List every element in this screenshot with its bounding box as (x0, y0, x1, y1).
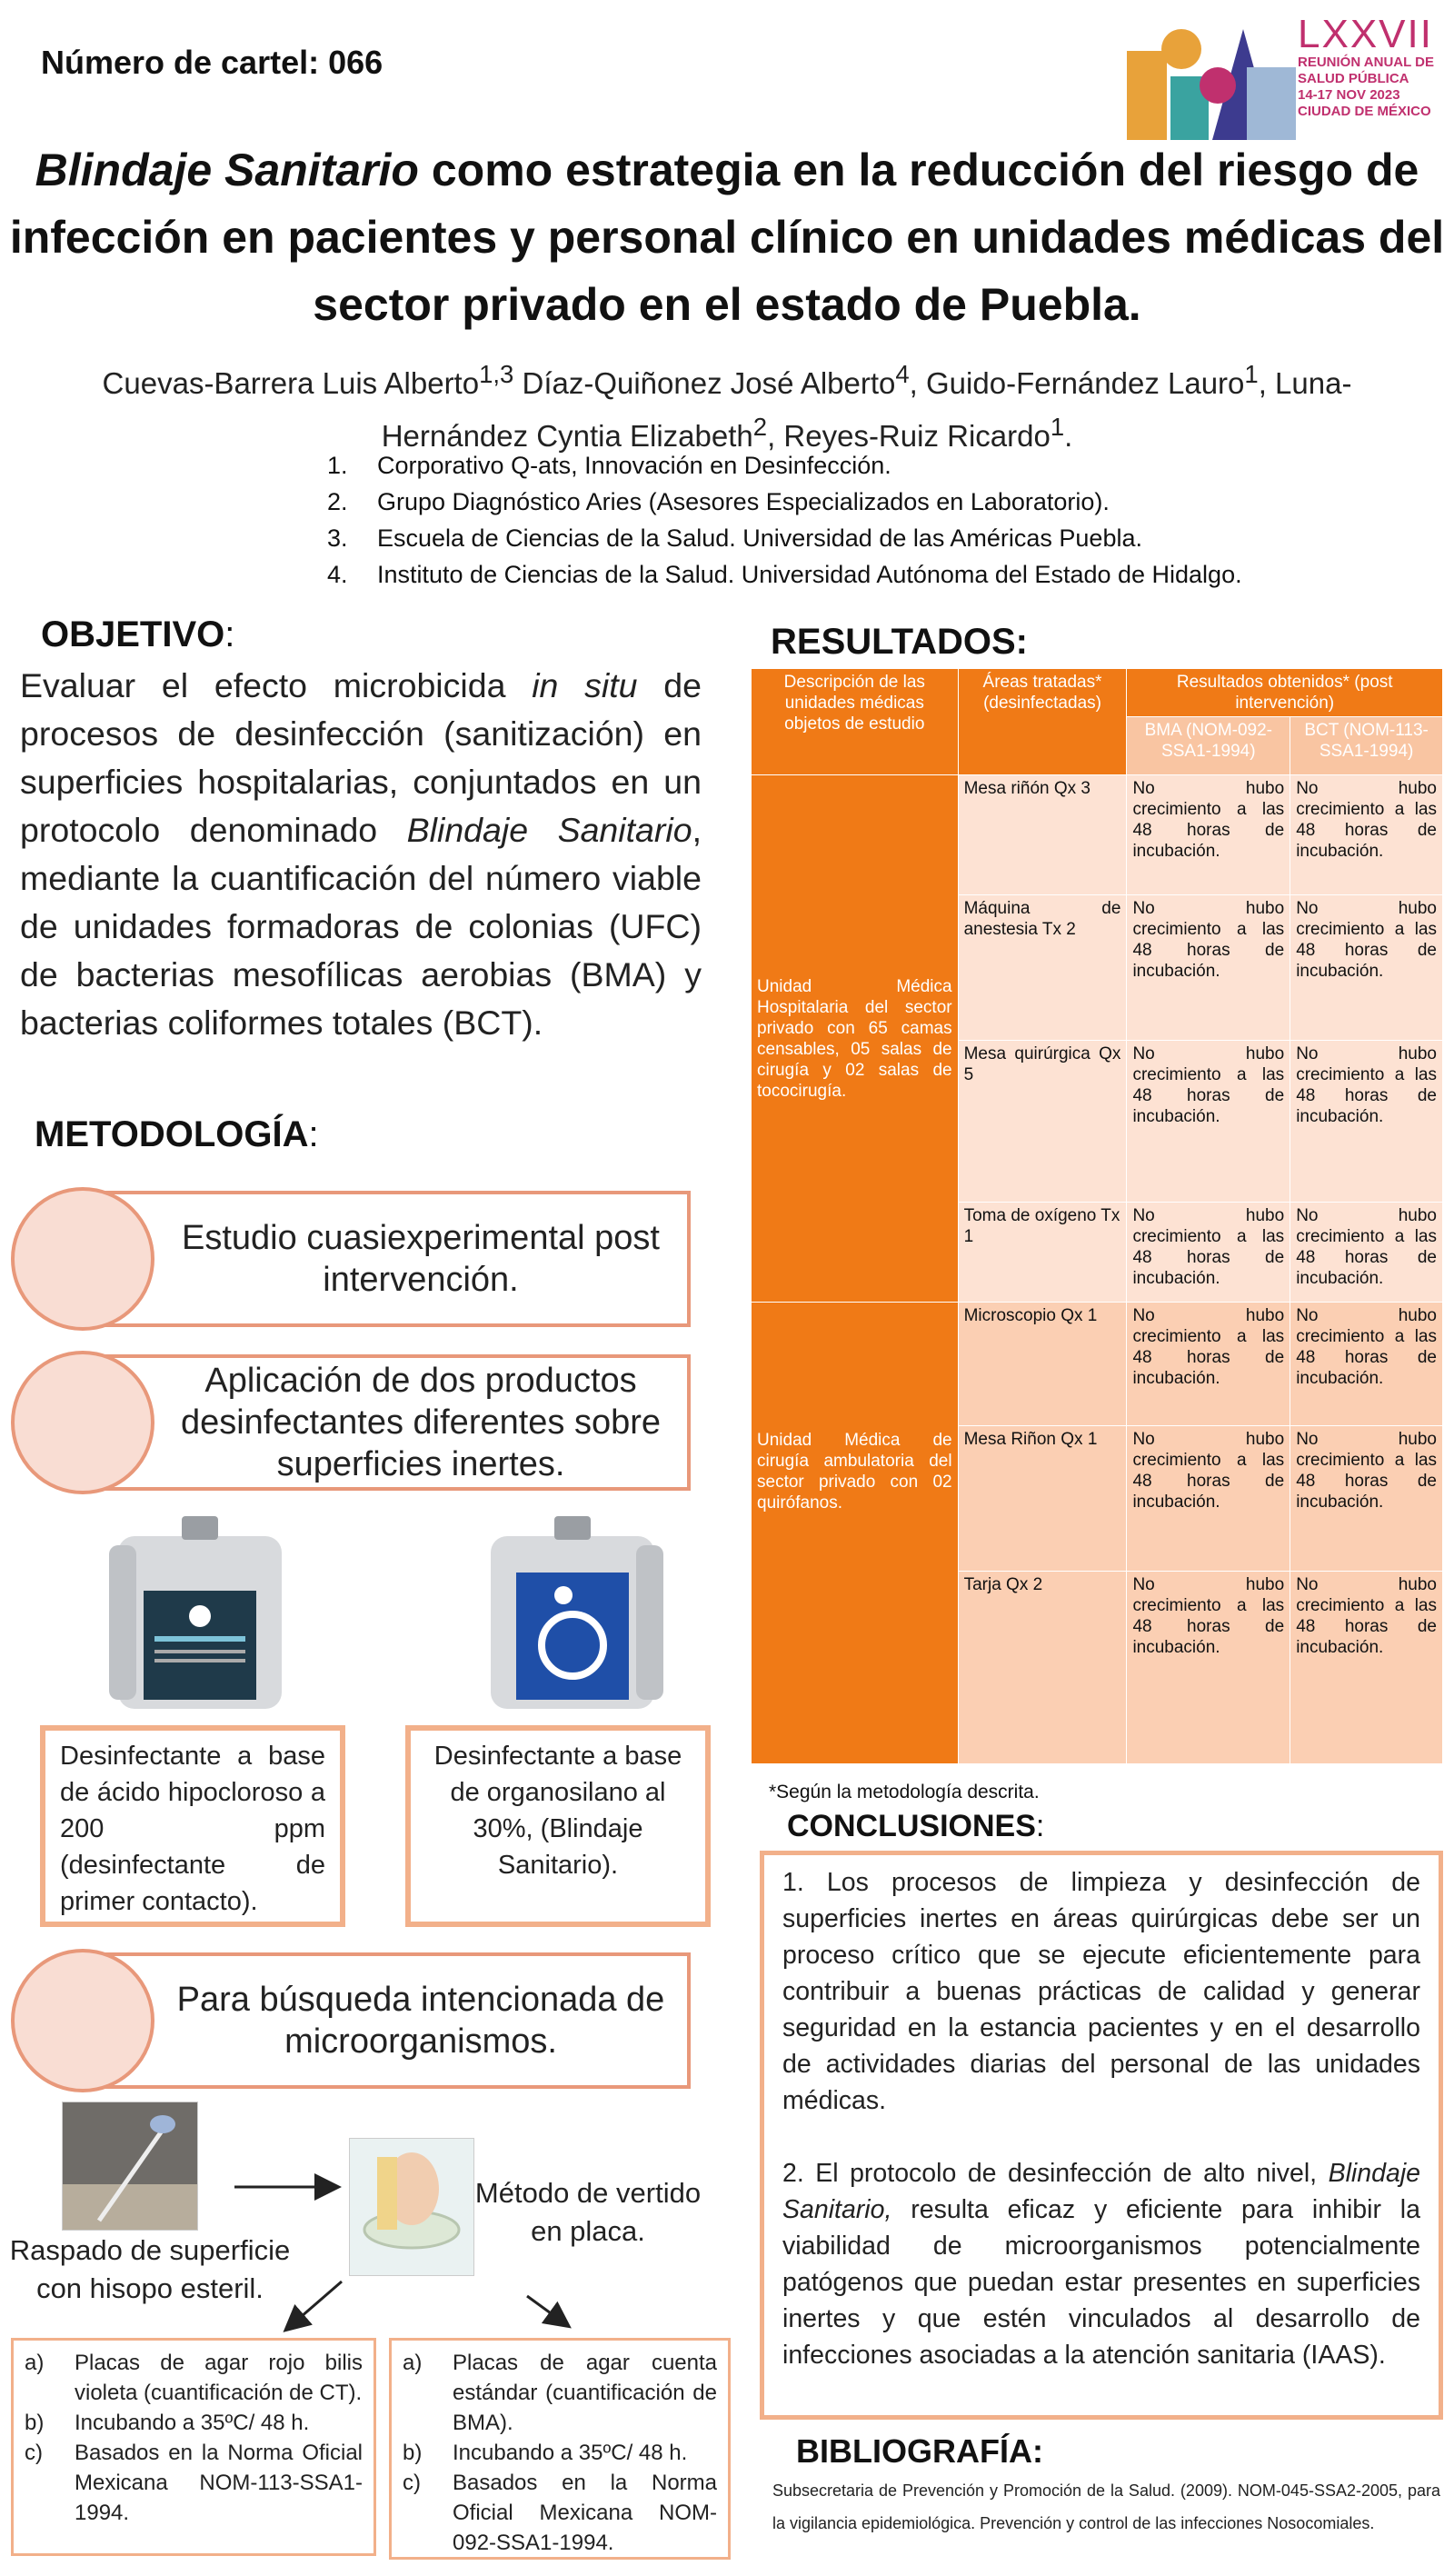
list-text: Placas de agar rojo bilis violeta (cuantificación de CT). (75, 2351, 363, 2405)
logo-line3: 14-17 NOV 2023 (1298, 87, 1400, 103)
resultados-heading: RESULTADOS: (771, 622, 1028, 662)
pour-label: Método de vertido en placa. (474, 2177, 702, 2247)
author-sup: 2 (752, 413, 768, 441)
list-item (25, 2438, 363, 2528)
area-cell: Tarja Qx 2 (958, 1572, 1127, 1764)
list-letter: c) (403, 2471, 421, 2495)
author: Cuevas-Barrera Luis Alberto (102, 366, 480, 400)
header-description: Descripción de las unidades médicas objetos de estudio (752, 669, 959, 775)
table-row (752, 775, 1443, 895)
header-results: Resultados obtenidos* (post intervención) (1127, 669, 1443, 717)
table-header-row (752, 669, 1443, 717)
author: Luna-Hernández Cyntia Elizabeth (381, 366, 1352, 453)
bibliografia-heading: BIBLIOGRAFÍA: (796, 2432, 1043, 2470)
objetivo-italic: Blindaje Sanitario (406, 811, 692, 849)
list-item (403, 2468, 717, 2558)
product-1-box: Desinfectante a base de ácido hipocloroso a 200 ppm (desinfectante de primer contacto). (40, 1725, 345, 1927)
objetivo-title: OBJETIVO (41, 614, 225, 654)
bct-cell: No hubo crecimiento a las 48 horas de incubación. (1290, 895, 1443, 1041)
area-cell: Mesa quirúrgica Qx 5 (958, 1041, 1127, 1203)
list-item (25, 2408, 363, 2438)
conclusiones-heading (787, 1809, 1044, 1844)
step-2-circle (11, 1351, 154, 1494)
area-cell: Mesa riñón Qx 3 (958, 775, 1127, 895)
list-letter: b) (25, 2411, 45, 2435)
unit-2-description: Unidad Médica de cirugía ambulatoria del sector privado con 02 quirófanos. (752, 1303, 959, 1764)
objetivo-part: de procesos de desinfección (sanitización) en superficies hospitalarias, conjuntados en un protocolo denominado (20, 666, 702, 849)
affiliation-number: 4. (327, 561, 348, 588)
bma-cell: No hubo crecimiento a las 48 horas de incubación. (1127, 1041, 1290, 1203)
step-3-circle (11, 1949, 154, 2092)
affiliation-text: Instituto de Ciencias de la Salud. Universidad Autónoma del Estado de Hidalgo. (377, 561, 1242, 588)
affiliation (327, 520, 1418, 556)
list-text: Incubando a 35ºC/ 48 h. (453, 2441, 688, 2465)
bct-cell: No hubo crecimiento a las 48 horas de incubación. (1290, 1572, 1443, 1764)
title-rest: como estrategia en la reducción del riesgo de infección en pacientes y personal clínico en unidades médicas del sector privado en el estado de Puebla. (9, 145, 1445, 330)
authors (36, 353, 1418, 458)
area-cell: Microscopio Qx 1 (958, 1303, 1127, 1426)
list-item (403, 2438, 717, 2468)
conclusiones-title: CONCLUSIONES (787, 1809, 1036, 1843)
list-letter: a) (403, 2351, 423, 2375)
author-sup: 1 (1050, 413, 1065, 441)
bct-cell: No hubo crecimiento a las 48 horas de incubación. (1290, 1041, 1443, 1203)
table-row (752, 1303, 1443, 1426)
logo-line4: CIUDAD DE MÉXICO (1298, 104, 1431, 119)
area-cell: Mesa Riñon Qx 1 (958, 1426, 1127, 1572)
metodologia-colon: : (308, 1114, 319, 1154)
affiliation (327, 484, 1418, 520)
results-table (751, 668, 1443, 1764)
logo-roman: LXXVII (1298, 12, 1433, 56)
product-2-box: Desinfectante a base de organosilano al 30%, (Blindaje Sanitario). (405, 1725, 711, 1927)
objetivo-colon: : (224, 614, 235, 654)
list-item (403, 2348, 717, 2438)
bibliography-reference: Subsecretaria de Prevención y Promoción de la Salud. (2009). NOM-045-SSA2-2005, para la vigilancia epidemiológica. Prevención y control de las infecciones Nosocomiales. (772, 2481, 1440, 2532)
affiliation-text: Corporativo Q-ats, Innovación en Desinfección. (377, 452, 891, 479)
conclusiones-box (760, 1851, 1443, 2420)
method-step-2-text: Aplicación de dos productos desinfectantes diferentes sobre superficies inertes. (180, 1362, 662, 1483)
author-sep: , (1258, 366, 1276, 400)
conclusion-2-italic: Blindaje Sanitario, (782, 2159, 1420, 2224)
objetivo-heading (41, 614, 234, 655)
procedure-list-left (11, 2338, 376, 2556)
logo-line1: REUNIÓN ANUAL DE (1298, 55, 1435, 70)
list-text: Incubando a 35ºC/ 48 h. (75, 2411, 310, 2435)
list-letter: b) (403, 2441, 423, 2465)
conclusiones-colon: : (1035, 1809, 1045, 1843)
method-step-3-text: Para búsqueda intencionada de microorganismos. (176, 1981, 665, 2061)
list-text: Placas de agar cuenta estándar (cuantificación de BMA). (453, 2351, 717, 2435)
author-sep: . (1064, 419, 1073, 453)
objetivo-part: Evaluar el efecto microbicida (20, 666, 533, 704)
affiliations-list (327, 447, 1418, 593)
logo-line2: SALUD PÚBLICA (1298, 71, 1409, 86)
objetivo-part: , mediante la cuantificación del número viable de unidades formadoras de colonias (UFC) de bacterias mesofílicas aerobias (BMA) y bacterias coliformes totales (BCT). (20, 811, 702, 1042)
bma-cell: No hubo crecimiento a las 48 horas de incubación. (1127, 1572, 1290, 1764)
method-step-1-text: Estudio cuasiexperimental post intervención. (182, 1219, 660, 1299)
affiliation-number: 1. (327, 452, 348, 479)
step-1-circle (11, 1187, 154, 1331)
bma-cell: No hubo crecimiento a las 48 horas de incubación. (1127, 895, 1290, 1041)
bct-cell: No hubo crecimiento a las 48 horas de incubación. (1290, 775, 1443, 895)
bma-cell: No hubo crecimiento a las 48 horas de incubación. (1127, 1303, 1290, 1426)
bct-cell: No hubo crecimiento a las 48 horas de incubación. (1290, 1303, 1443, 1426)
metodologia-heading (35, 1114, 319, 1155)
bct-cell: No hubo crecimiento a las 48 horas de incubación. (1290, 1203, 1443, 1303)
list-text: Basados en la Norma Oficial Mexicana NOM-113-SSA1-1994. (75, 2441, 363, 2525)
area-cell: Toma de oxígeno Tx 1 (958, 1203, 1127, 1303)
affiliation-text: Escuela de Ciencias de la Salud. Universidad de las Américas Puebla. (377, 524, 1142, 552)
bma-cell: No hubo crecimiento a las 48 horas de incubación. (1127, 1426, 1290, 1572)
metodologia-title: METODOLOGÍA (35, 1114, 309, 1154)
affiliation-text: Grupo Diagnóstico Aries (Asesores Especializados en Laboratorio). (377, 488, 1110, 515)
author-sup: 1,3 (479, 360, 514, 388)
affiliation (327, 556, 1418, 593)
author: Reyes-Ruiz Ricardo (783, 419, 1051, 453)
poster-title (9, 136, 1445, 338)
bma-cell: No hubo crecimiento a las 48 horas de incubación. (1127, 1203, 1290, 1303)
author-sep: , (909, 366, 927, 400)
unit-1-description: Unidad Médica Hospitalaria del sector privado con 65 camas censables, 05 salas de cirugía y 02 salas de tococirugía. (752, 775, 959, 1303)
table-footnote: *Según la metodología descrita. (769, 1782, 1040, 1802)
header-bma: BMA (NOM-092-SSA1-1994) (1127, 717, 1290, 775)
header-bct: BCT (NOM-113-SSA1-1994) (1290, 717, 1443, 775)
swab-label: Raspado de superficie con hisopo esteril. (9, 2234, 291, 2304)
method-step-2 (82, 1354, 691, 1491)
author-sep: , (767, 419, 784, 453)
list-text: Basados en la Norma Oficial Mexicana NOM-092-SSA1-1994. (453, 2471, 717, 2555)
area-cell: Máquina de anestesia Tx 2 (958, 895, 1127, 1041)
author-sup: 4 (895, 360, 910, 388)
procedure-list-right (389, 2338, 731, 2560)
logo-shapes-icon (1127, 13, 1300, 140)
method-step-3 (82, 1952, 691, 2089)
objetivo-italic: in situ (532, 666, 638, 704)
author-sup: 1 (1244, 360, 1259, 388)
title-italic: Blindaje Sanitario (35, 145, 419, 195)
disinfectant-jug-2-icon (463, 1509, 682, 1718)
poster-number: Número de cartel: 066 (41, 44, 383, 81)
list-letter: a) (25, 2351, 45, 2375)
bma-cell: No hubo crecimiento a las 48 horas de incubación. (1127, 775, 1290, 895)
author: Díaz-Quiñonez José Alberto (522, 366, 896, 400)
affiliation (327, 447, 1418, 484)
header-areas: Áreas tratadas* (desinfectadas) (958, 669, 1127, 775)
author: Guido-Fernández Lauro (926, 366, 1245, 400)
conclusion-2 (782, 2155, 1420, 2373)
bct-cell: No hubo crecimiento a las 48 horas de incubación. (1290, 1426, 1443, 1572)
disinfectant-jug-1-icon (91, 1509, 309, 1718)
list-letter: c) (25, 2441, 43, 2465)
objetivo-text (20, 662, 702, 1047)
conclusion-2-part: resulta eficaz y eficiente para inhibir la viabilidad de microorganismos potencialmente patógenos que puedan estar presentes en superficies inertes y que estén vinculados al desarrollo de infecciones asociadas a la atención sanitaria (IAAS). (782, 2195, 1420, 2370)
conference-logo (1127, 13, 1445, 140)
list-item (25, 2348, 363, 2408)
method-step-1 (82, 1191, 691, 1327)
conclusion-1: 1. Los procesos de limpieza y desinfección de superficies inertes en áreas quirúrgicas debe ser un proceso crítico que se ejecute eficientemente para contribuir a buenas prácticas de calidad y generar seguridad en la estancia pacientes y en el desarrollo de actividades diarias del personal de las unidades médicas. (782, 1868, 1420, 2115)
conclusion-2-part: 2. El protocolo de desinfección de alto nivel, (782, 2159, 1329, 2188)
affiliation-number: 3. (327, 524, 348, 552)
affiliation-number: 2. (327, 488, 348, 515)
